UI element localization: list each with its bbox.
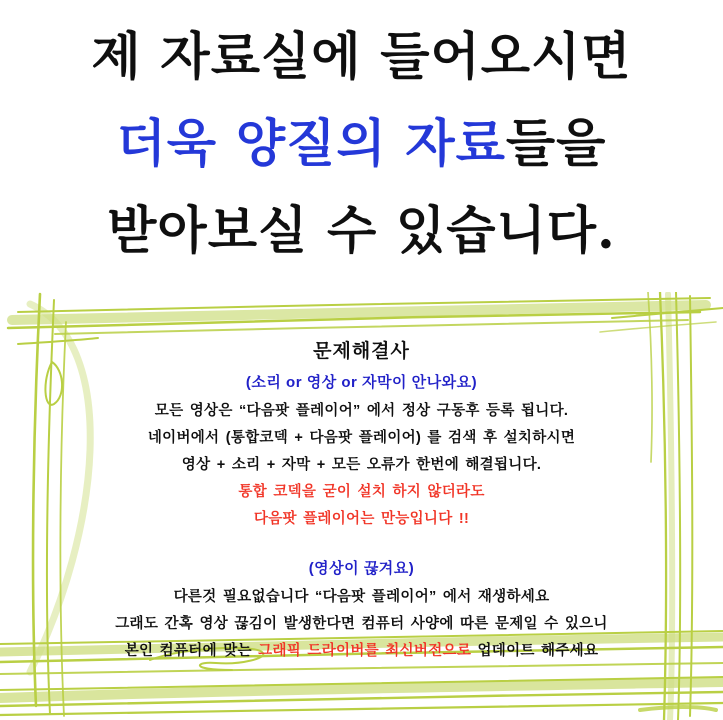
header-line: [0, 101, 723, 188]
header-line: [0, 188, 723, 275]
notice-line: [0, 398, 723, 425]
text-segment: 더욱 양질의 자료: [116, 114, 506, 174]
notice-line: [0, 611, 723, 638]
notice-line: [0, 452, 723, 479]
text-segment: 다음팟 플레이어는 만능입니다 !!: [253, 511, 470, 527]
notice-line: [0, 479, 723, 506]
section-heading: (소리 or 영상 or 자막이 안나와요): [245, 374, 478, 391]
text-segment: 받아보실 수 있습니다.: [107, 201, 616, 261]
section-heading: (영상이 끊겨요): [308, 560, 415, 577]
notice-line: [0, 638, 723, 665]
text-segment: 영상 + 소리 + 자막 + 모든 오류가 한번에 해결됩니다.: [181, 457, 542, 473]
notice-line: [0, 425, 723, 452]
header-message: [0, 0, 723, 275]
notice-title: 문제해결사: [313, 341, 410, 362]
text-segment: 그래도 간혹 영상 끊김이 발생한다면 컴퓨터 사양에 따른 문제일 수 있으니: [115, 616, 608, 632]
notice-sections: [0, 370, 723, 665]
troubleshooter-notice-box: [0, 292, 723, 720]
text-segment: 그래픽 드라이버를 최신버전으로: [258, 643, 472, 659]
text-segment: 들을: [505, 114, 607, 174]
text-segment: 네이버에서 (통합코덱 + 다음팟 플레이어) 를 검색 후 설치하시면: [147, 430, 576, 446]
notice-line: [0, 584, 723, 611]
text-segment: 제 자료실에 들어오시면: [91, 27, 632, 87]
header-line: [0, 14, 723, 101]
text-segment: 본인 컴퓨터에 맞는: [124, 643, 259, 659]
notice-line: [0, 506, 723, 533]
text-segment: 다른것 필요없습니다 “다음팟 플레이어” 에서 재생하세요: [173, 589, 550, 605]
notice-section: [0, 370, 723, 533]
text-segment: 통합 코덱을 굳이 설치 하지 않더라도: [238, 484, 485, 500]
text-segment: 업데이트 해주세요: [471, 643, 599, 659]
text-segment: 모든 영상은 “다음팟 플레이어” 에서 정상 구동후 등록 됩니다.: [154, 403, 569, 419]
notice-content: [0, 292, 723, 665]
notice-section: [0, 556, 723, 665]
